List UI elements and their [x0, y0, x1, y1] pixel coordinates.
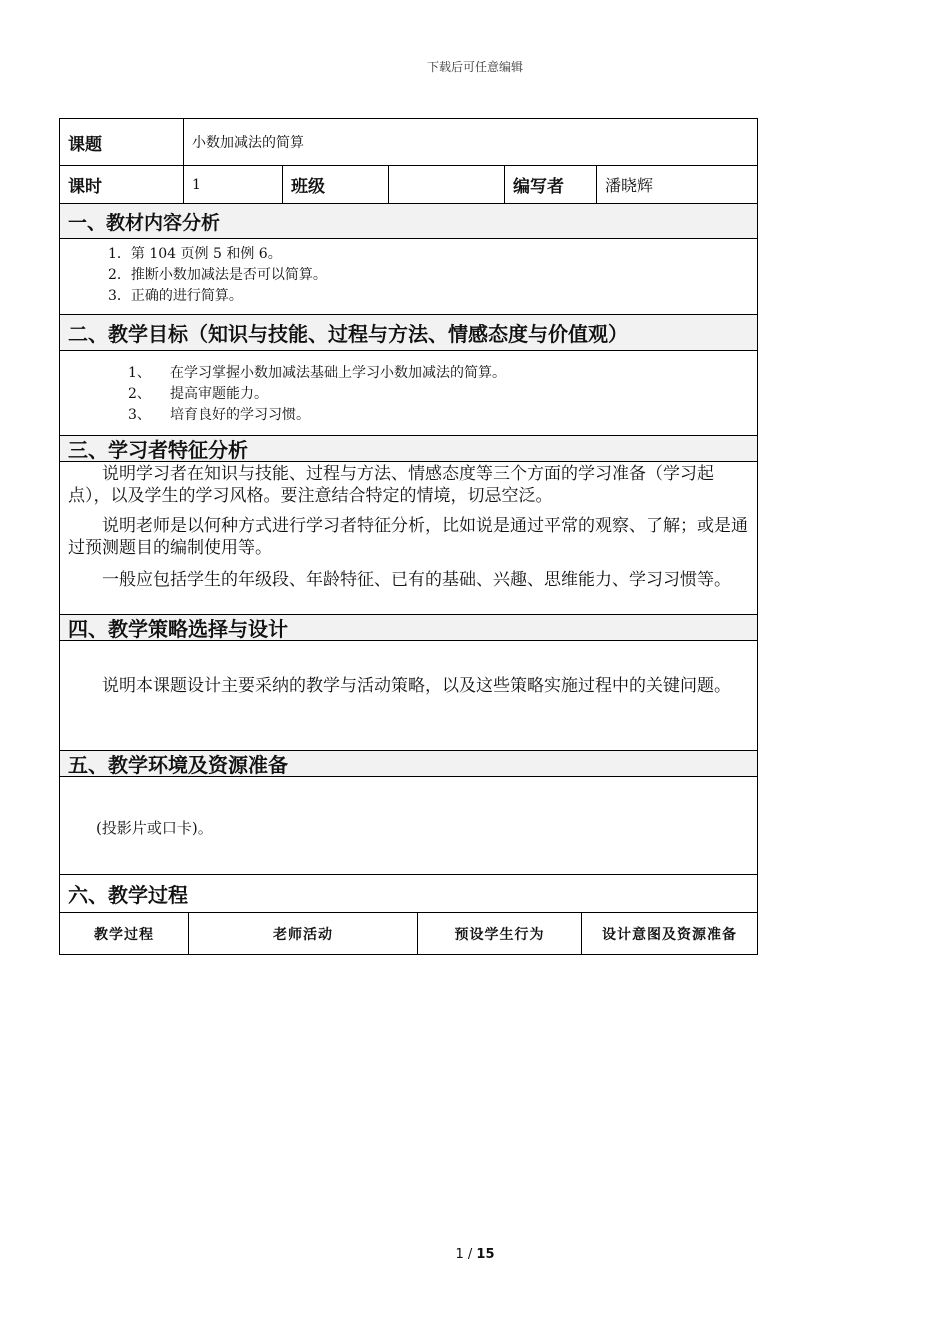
section-4-body — [59, 641, 758, 751]
section-1-item: 3．正确的进行简算。 — [108, 288, 243, 304]
section-1-title: 一、教材内容分析 — [59, 204, 758, 239]
section-3-paragraph: 说明老师是以何种方式进行学习者特征分析，比如说是通过平常的观察、了解；或是通过预测题目的编制使用等。 — [68, 516, 748, 558]
section-5-body — [59, 777, 758, 875]
section-3-body — [59, 462, 758, 615]
lesson-plan-table — [59, 118, 758, 955]
page-separator: / — [463, 1247, 477, 1262]
section-5-text: (投影片或口卡)。 — [96, 819, 213, 837]
header-note: 下载后可任意编辑 — [426, 60, 523, 74]
item-text: 提高审题能力。 — [170, 386, 268, 402]
column-header: 教学过程 — [60, 913, 189, 954]
section-5-title: 五、教学环境及资源准备 — [59, 751, 758, 777]
section-2-item — [128, 363, 757, 384]
section-1-item: 2．推断小数加减法是否可以简算。 — [108, 267, 327, 283]
section-6-title: 六、教学过程 — [59, 875, 758, 913]
column-header: 老师活动 — [189, 913, 418, 954]
section-3-paragraph: 说明学习者在知识与技能、过程与方法、情感态度等三个方面的学习准备（学习起点），以及学生的学习风格。要注意结合特定的情境，切忌空泛。 — [68, 464, 714, 506]
item-text: 在学习掌握小数加减法基础上学习小数加减法的简算。 — [170, 365, 506, 381]
class-label: 班级 — [283, 166, 389, 203]
section-2-title: 二、教学目标（知识与技能、过程与方法、情感态度与价值观） — [59, 315, 758, 351]
process-table-header — [59, 913, 758, 955]
topic-value: 小数加减法的简算 — [192, 135, 304, 151]
section-3-paragraph: 一般应包括学生的年级段、年龄特征、已有的基础、兴趣、思维能力、学习习惯等。 — [102, 570, 731, 590]
section-2-item — [128, 384, 757, 405]
page-current: 1 — [455, 1247, 464, 1262]
hours-value: 1 — [184, 166, 283, 203]
column-header: 预设学生行为 — [418, 913, 582, 954]
column-header: 设计意图及资源准备 — [602, 926, 737, 943]
author-label: 编写者 — [505, 166, 597, 203]
item-number: 1、 — [128, 365, 151, 381]
topic-row — [59, 118, 758, 166]
section-1-body — [59, 239, 758, 315]
section-4-title: 四、教学策略选择与设计 — [59, 615, 758, 641]
item-number: 2、 — [128, 386, 151, 402]
item-number: 3、 — [128, 407, 151, 423]
section-4-paragraph: 说明本课题设计主要采纳的教学与活动策略，以及这些策略实施过程中的关键问题。 — [102, 676, 731, 696]
page-number — [0, 1247, 950, 1262]
page-total: 15 — [476, 1247, 495, 1262]
section-3-title: 三、学习者特征分析 — [59, 436, 758, 462]
section-2-item — [128, 405, 757, 426]
meta-row — [59, 166, 758, 204]
section-2-body — [59, 351, 758, 436]
hours-label: 课时 — [60, 166, 184, 203]
topic-label: 课题 — [60, 119, 184, 165]
section-1-item: 1．第 104 页例 5 和例 6。 — [108, 246, 282, 262]
item-text: 培育良好的学习习惯。 — [170, 407, 310, 423]
author-value: 潘晓辉 — [605, 176, 654, 195]
class-value — [389, 166, 505, 203]
